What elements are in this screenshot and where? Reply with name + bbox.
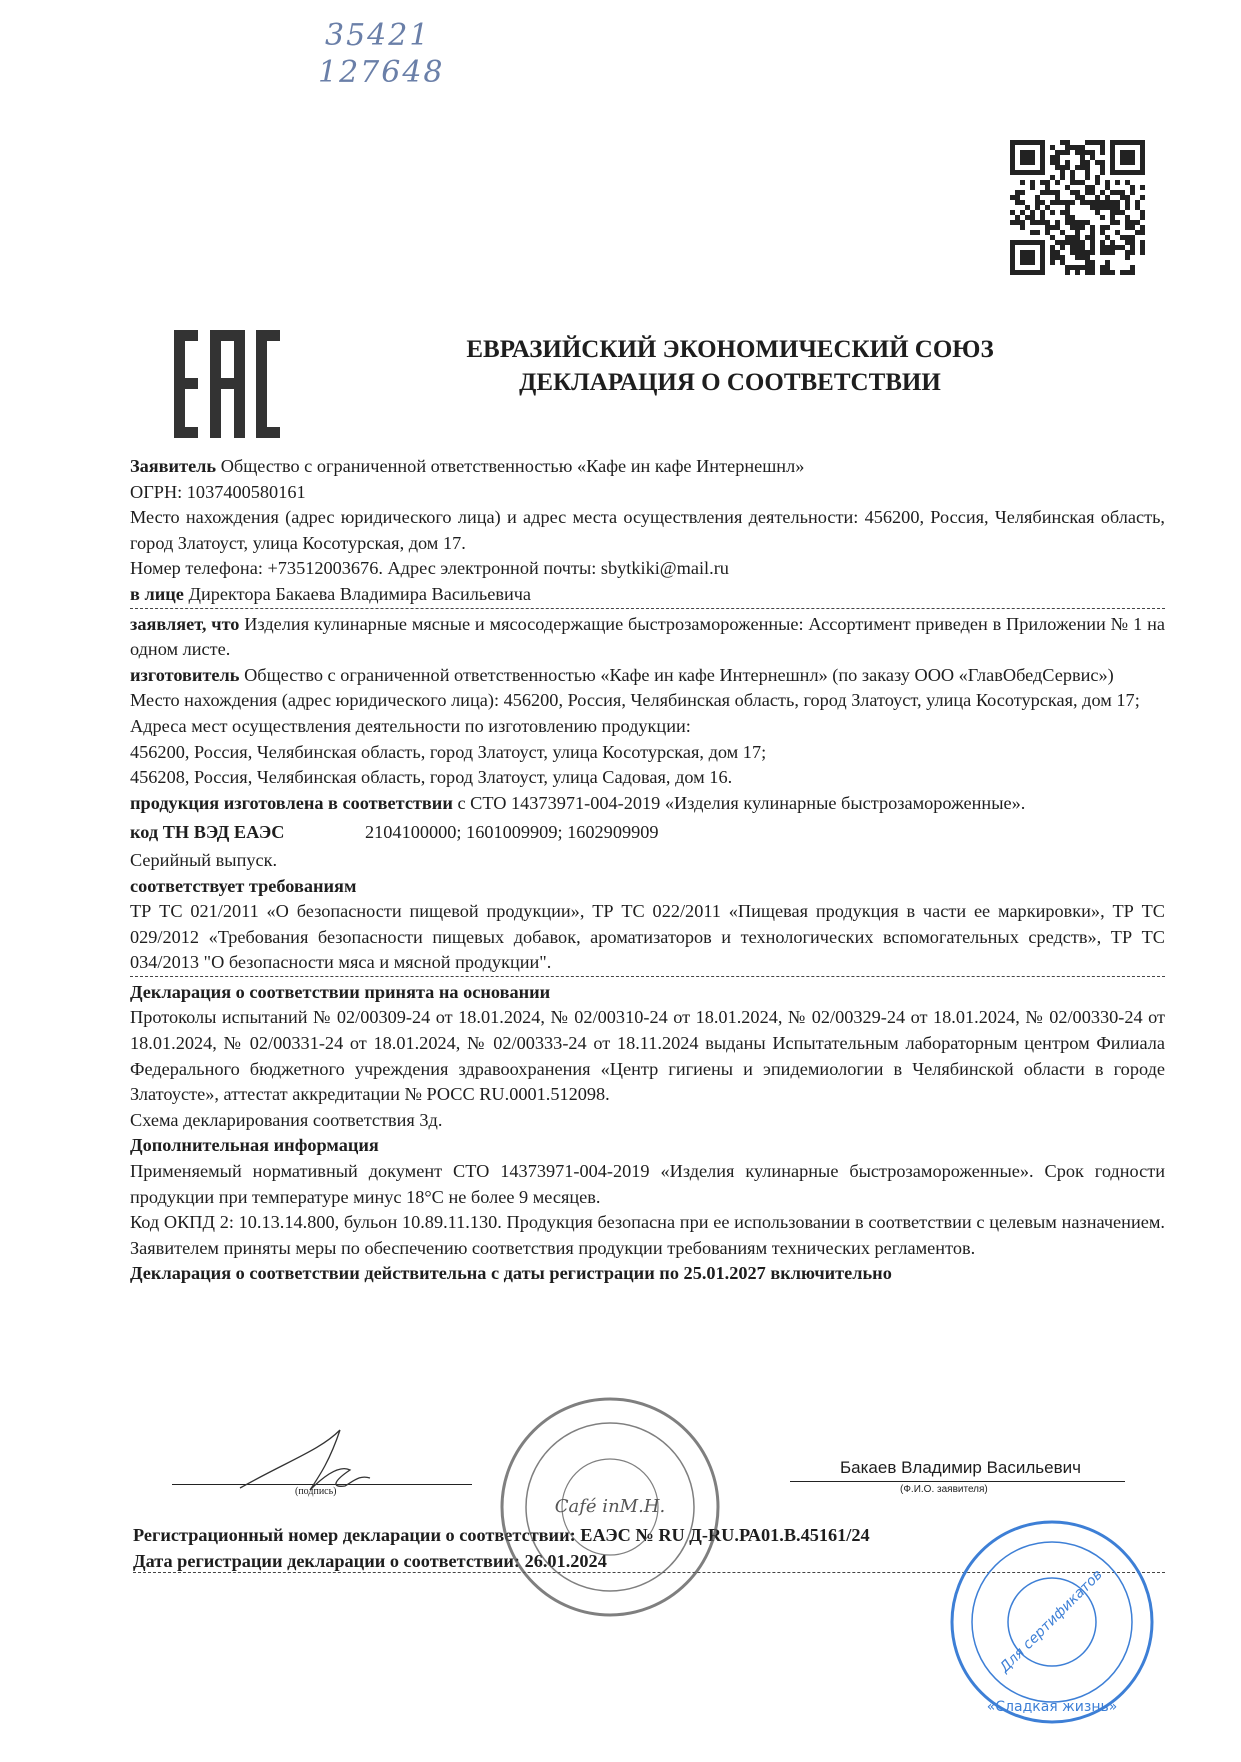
basis-label: Декларация о соответствии принята на основании — [130, 981, 551, 1002]
applicant-address: Место нахождения (адрес юридического лица) и адрес места осуществления деятельности: 456200, Россия, Челябинская область, город Златоуст, улица Косотурская, дом 17. — [130, 507, 1165, 553]
additional-info-text-2: Код ОКПД 2: 10.13.14.800, бульон 10.89.11.130. Продукция безопасна при ее использовании в соответствии с целевым назначением. Заявителем приняты меры по обеспечению соответствия продукции требованиям технических регламентов. — [130, 1212, 1165, 1258]
additional-info-text-1: Применяемый нормативный документ СТО 14373971-004-2019 «Изделия кулинарные быстрозамороженные». Срок годности продукции при температуре минус 18°С не более 9 месяцев. — [130, 1161, 1165, 1207]
representative-label: в лице — [130, 583, 184, 604]
produced-standard: с СТО 14373971-004-2019 «Изделия кулинарные быстрозамороженные». — [457, 792, 1026, 813]
tnved-label: код ТН ВЭД ЕАЭС — [130, 822, 285, 843]
svg-text:Café inM.H.: Café inM.H. — [554, 1496, 666, 1517]
signatory-name: Бакаев Владимир Васильевич — [840, 1458, 1081, 1477]
production-site-1: 456200, Россия, Челябинская область, город Златоуст, улица Косотурская, дом 17; — [130, 741, 767, 762]
requirements-label: соответствует требованиям — [130, 875, 357, 896]
signatory-line — [790, 1481, 1125, 1482]
production-sites-label: Адреса мест осуществления деятельности по изготовлению продукции: — [130, 715, 691, 736]
handwritten-number-2: 127648 — [318, 55, 445, 90]
declares-label: заявляет, что — [130, 613, 240, 634]
round-company-stamp — [495, 1392, 725, 1622]
produced-label: продукция изготовлена в соответствии — [130, 792, 453, 813]
handwritten-number-1: 35421 — [325, 18, 431, 53]
product-description: Изделия кулинарные мясные и мясосодержащие быстрозамороженные: Ассортимент приведен в Приложении № 1 на одном листе. — [130, 613, 1165, 660]
applicant-ogrn: ОГРН: 1037400580161 — [130, 481, 306, 502]
declaration-body — [130, 454, 1165, 1287]
basis-text: Протоколы испытаний № 02/00309-24 от 18.01.2024, № 02/00310-24 от 18.01.2024, № 02/00329-24 от 18.01.2024, № 02/00330-24 от 18.01.2024, № 02/00331-24 от 18.01.2024, № 02/00333-24 от 18.11.2024 выданы Испытательным лабораторным центром Филиала Федерального бюджетного учреждения здравоохранения «Центр гигиены и эпидемиологии в Челябинской области в городе Златоусте», аттестат аккредитации № РОСС RU.0001.512098. — [130, 1007, 1165, 1105]
svg-text:«Сладкая жизнь»: «Сладкая жизнь» — [986, 1699, 1118, 1715]
signatory-caption: (Ф.И.О. заявителя) — [900, 1484, 988, 1495]
applicant-label: Заявитель — [130, 456, 217, 476]
registration-number: Регистрационный номер декларации о соответствии: ЕАЭС № RU Д-RU.РА01.В.45161/24 — [133, 1525, 870, 1545]
applicant-name: Общество с ограниченной ответственностью «Кафе ин кафе Интернешнл» — [220, 456, 805, 476]
validity-statement: Декларация о соответствии действительна с даты регистрации по 25.01.2027 включительно — [130, 1263, 892, 1284]
representative: Директора Бакаева Владимира Васильевича — [188, 583, 532, 604]
svg-text:Для сертификатов: Для сертификатов — [996, 1566, 1106, 1676]
requirements-text: ТР ТС 021/2011 «О безопасности пищевой продукции», ТР ТС 022/2011 «Пищевая продукция в части ее маркировки», ТР ТС 029/2012 «Требования безопасности пищевых добавок, ароматизаторов и технологических вспомогательных средств», ТР ТС 034/2013 "О безопасности мяса и мясной продукции". — [130, 899, 1165, 977]
serial-production: Серийный выпуск. — [130, 849, 278, 870]
declaration-scheme: Схема декларирования соответствия 3д. — [130, 1109, 443, 1130]
manufacturer-address: Место нахождения (адрес юридического лица): 456200, Россия, Челябинская область, город Златоуст, улица Косотурская, дом 17; — [130, 690, 1140, 711]
production-site-2: 456208, Россия, Челябинская область, город Златоуст, улица Садовая, дом 16. — [130, 767, 733, 788]
document-title — [380, 333, 1080, 399]
eac-logo — [172, 330, 282, 440]
manufacturer-name: Общество с ограниченной ответственностью «Кафе ин кафе Интернешнл» (по заказу ООО «ГлавОбедСервис») — [244, 664, 1114, 685]
qr-code — [1010, 140, 1145, 275]
blue-certification-stamp — [945, 1515, 1160, 1730]
title-line-2: ДЕКЛАРАЦИЯ О СООТВЕТСТВИИ — [519, 369, 941, 396]
applicant-contacts: Номер телефона: +73512003676. Адрес электронной почты: sbytkiki@mail.ru — [130, 558, 729, 579]
registration-date: Дата регистрации декларации о соответствии: 26.01.2024 — [133, 1551, 1165, 1573]
tnved-codes: 2104100000; 1601009909; 1602909909 — [365, 822, 659, 843]
signature-caption: (подпись) — [295, 1486, 337, 1497]
manufacturer-label: изготовитель — [130, 664, 240, 685]
title-line-1: ЕВРАЗИЙСКИЙ ЭКОНОМИЧЕСКИЙ СОЮЗ — [466, 336, 994, 363]
additional-info-label: Дополнительная информация — [130, 1135, 379, 1156]
